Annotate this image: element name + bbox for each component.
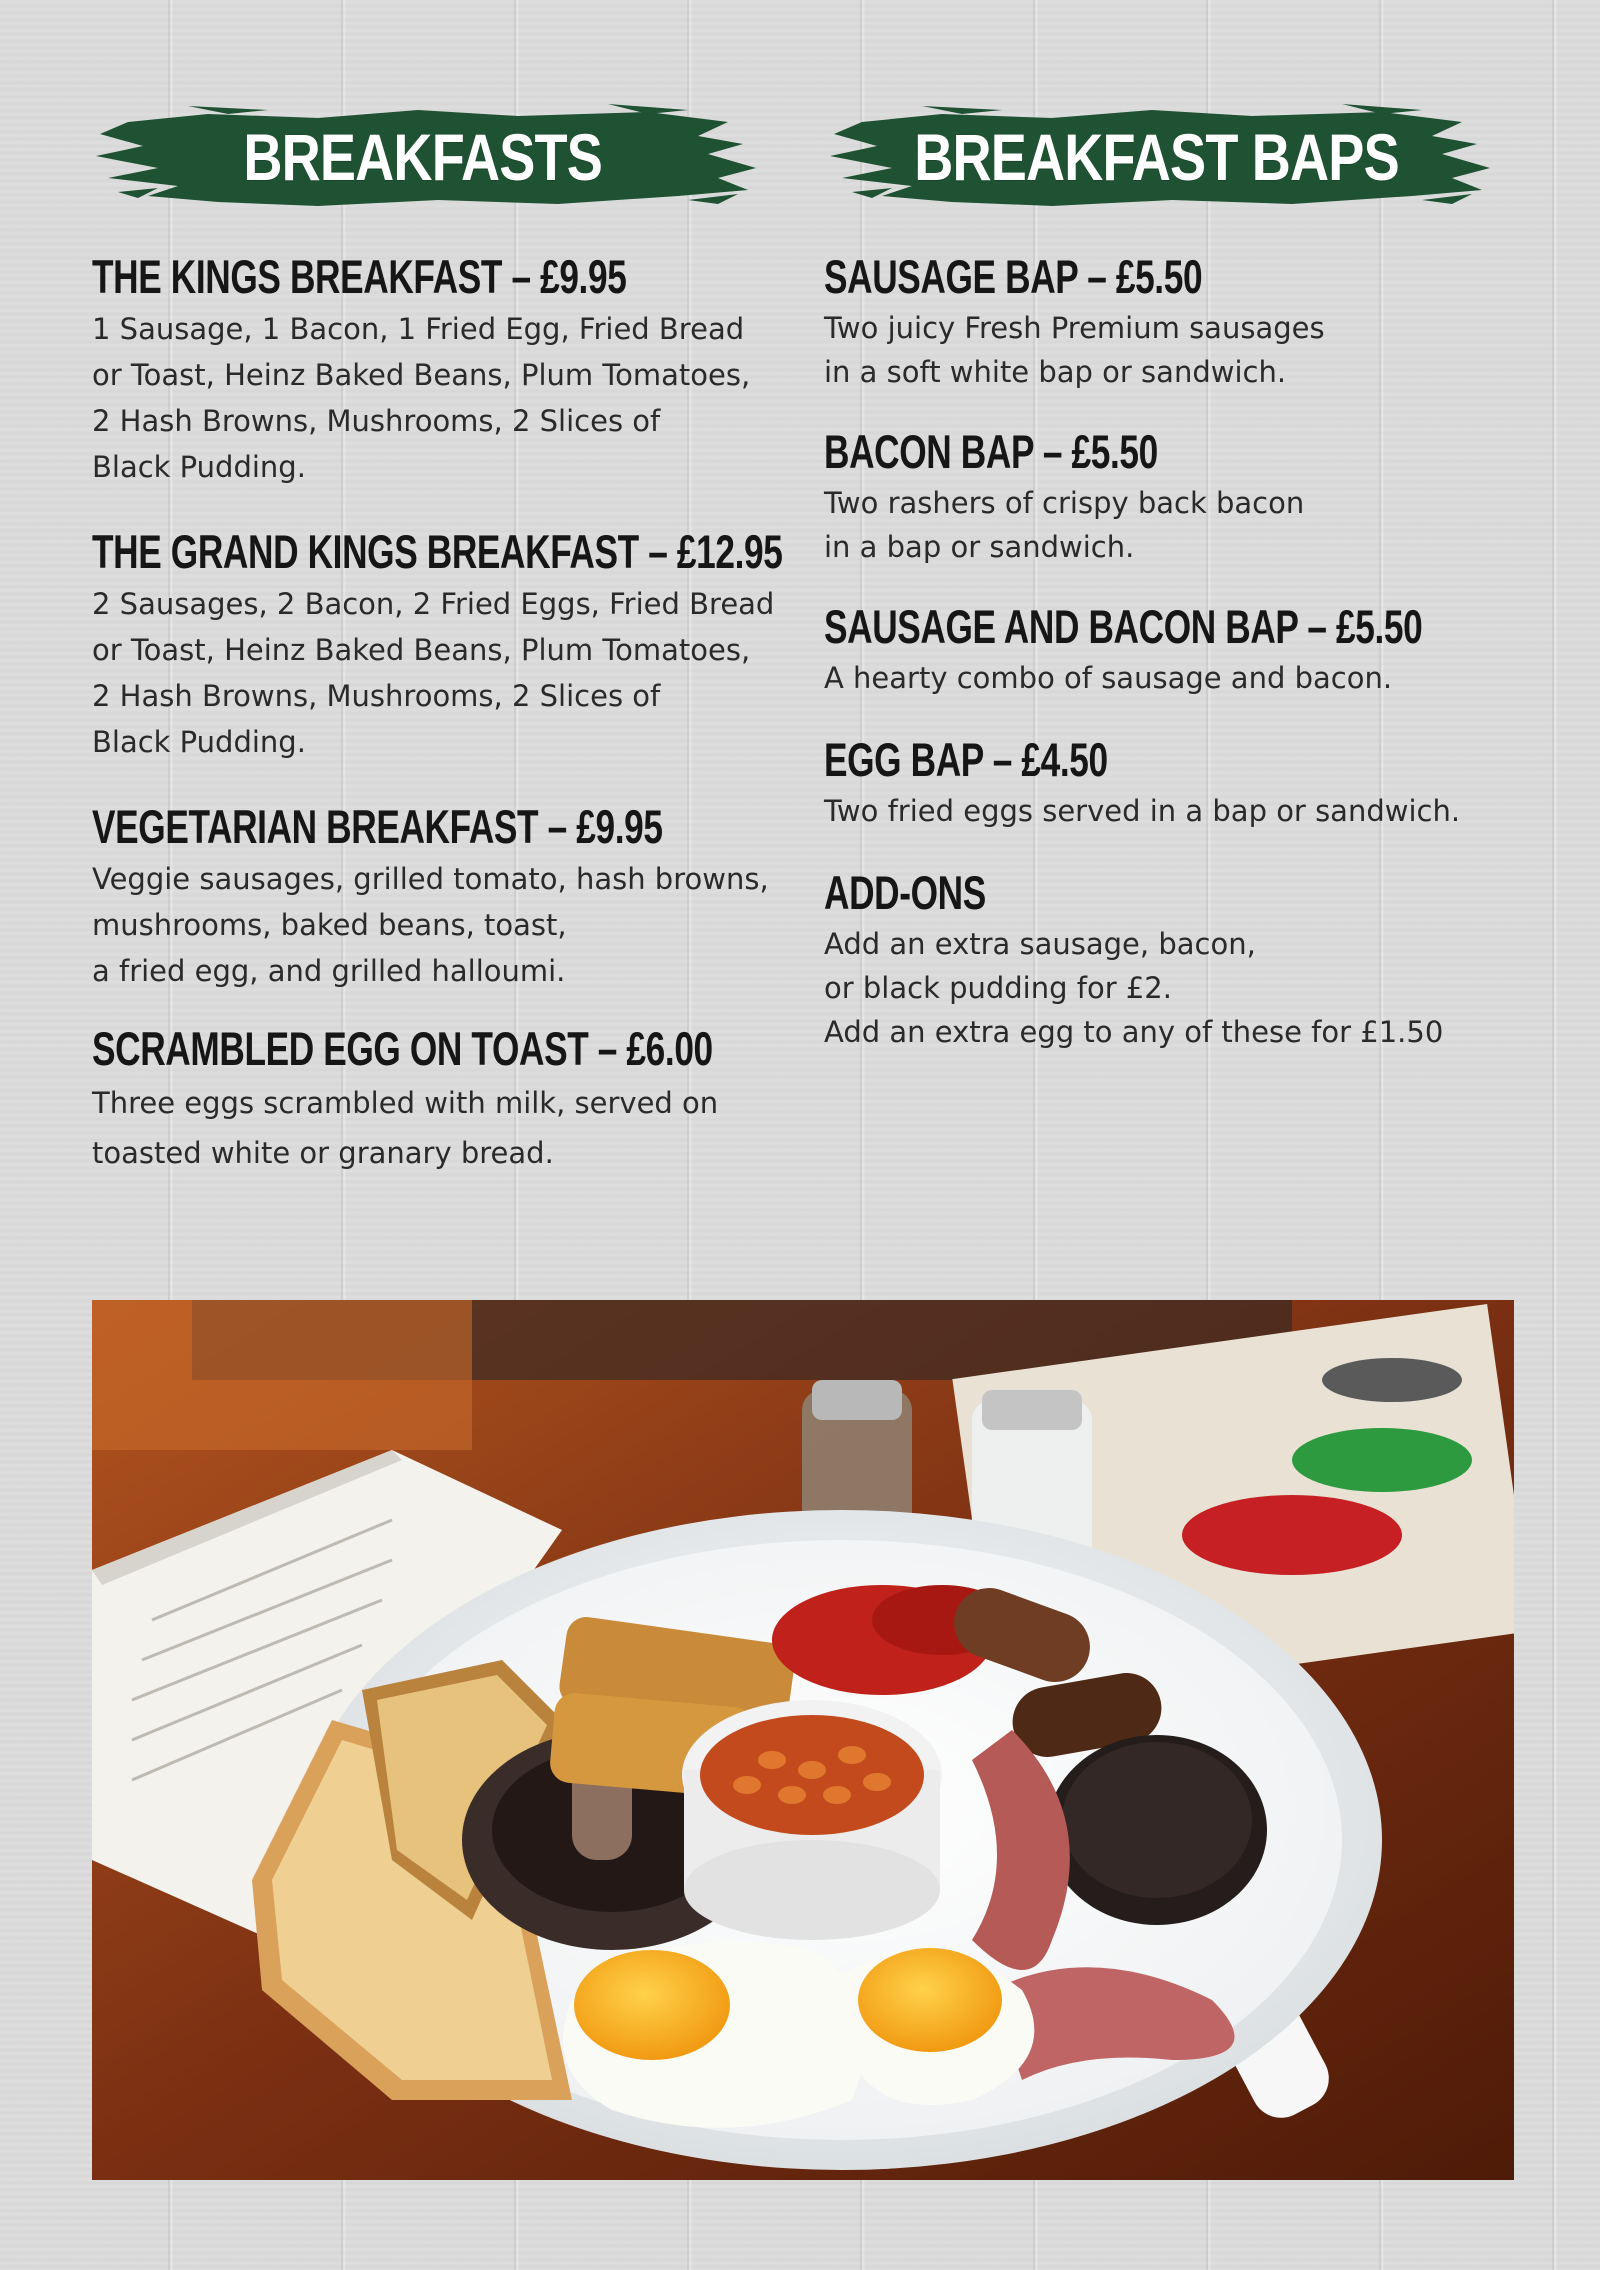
full-english-breakfast-photo (92, 1300, 1514, 2180)
description-line: Two fried eggs served in a bap or sandwich. (824, 794, 1461, 828)
description-line: 2 Sausages, 2 Bacon, 2 Fried Eggs, Fried Bread (92, 587, 775, 621)
description-line: Veggie sausages, grilled tomato, hash browns, (92, 862, 769, 896)
description-line: 2 Hash Browns, Mushrooms, 2 Slices of (92, 679, 661, 713)
description-line: Three eggs scrambled with milk, served on (92, 1086, 719, 1120)
menu-item-bacon-bap (824, 425, 1304, 569)
description-line: Black Pudding. (92, 725, 306, 759)
breakfast-plate-illustration (92, 1300, 1514, 2180)
menu-item-kings-breakfast (92, 250, 805, 490)
menu-item-title: THE KINGS BREAKFAST – £9.95 (92, 250, 627, 303)
description-line: or Toast, Heinz Baked Beans, Plum Tomatoes, (92, 358, 751, 392)
menu-item-egg-bap (824, 733, 1460, 833)
menu-item-add-ons (824, 866, 1443, 1054)
description-line: or black pudding for £2. (824, 971, 1172, 1005)
menu-item-description (824, 656, 1600, 700)
menu-item-description (92, 306, 805, 490)
breakfast-baps-heading: BREAKFAST BAPS (914, 120, 1400, 194)
description-line: mushrooms, baked beans, toast, (92, 908, 567, 942)
breakfasts-banner (88, 92, 758, 222)
menu-item-sausage-and-bacon-bap (824, 600, 1600, 700)
menu-item-title: VEGETARIAN BREAKFAST – £9.95 (92, 800, 663, 853)
description-line: 2 Hash Browns, Mushrooms, 2 Slices of (92, 404, 661, 438)
description-line: 1 Sausage, 1 Bacon, 1 Fried Egg, Fried Bread (92, 312, 745, 346)
menu-item-description (92, 856, 853, 994)
menu-item-title: SAUSAGE AND BACON BAP – £5.50 (824, 600, 1423, 653)
menu-item-description (824, 789, 1460, 833)
description-line: or Toast, Heinz Baked Beans, Plum Tomatoes, (92, 633, 751, 667)
menu-item-description (824, 306, 1328, 394)
description-line: in a soft white bap or sandwich. (824, 355, 1287, 389)
menu-item-title: THE GRAND KINGS BREAKFAST – £12.95 (92, 525, 783, 578)
menu-item-description (824, 922, 1443, 1054)
description-line: in a bap or sandwich. (824, 530, 1135, 564)
menu-item-title: EGG BAP – £4.50 (824, 733, 1108, 786)
description-line: Two rashers of crispy back bacon (824, 486, 1305, 520)
description-line: a fried egg, and grilled halloumi. (92, 954, 566, 988)
description-line: Two juicy Fresh Premium sausages (824, 311, 1325, 345)
menu-item-vegetarian-breakfast (92, 800, 853, 994)
description-line: Black Pudding. (92, 450, 306, 484)
description-line: Add an extra sausage, bacon, (824, 927, 1256, 961)
description-line: Add an extra egg to any of these for £1.50 (824, 1015, 1444, 1049)
menu-item-description (92, 1078, 920, 1178)
breakfasts-heading: BREAKFASTS (243, 120, 603, 194)
menu-item-description (824, 481, 1304, 569)
menu-item-sausage-bap (824, 250, 1328, 394)
menu-item-title: SAUSAGE BAP – £5.50 (824, 250, 1203, 303)
breakfast-baps-banner (822, 92, 1492, 222)
menu-item-title: ADD-ONS (824, 866, 986, 919)
description-line: A hearty combo of sausage and bacon. (824, 661, 1393, 695)
menu-item-title: SCRAMBLED EGG ON TOAST – £6.00 (92, 1022, 713, 1075)
menu-item-title: BACON BAP – £5.50 (824, 425, 1158, 478)
menu-item-scrambled-egg-on-toast (92, 1022, 920, 1178)
description-line: toasted white or granary bread. (92, 1136, 554, 1170)
